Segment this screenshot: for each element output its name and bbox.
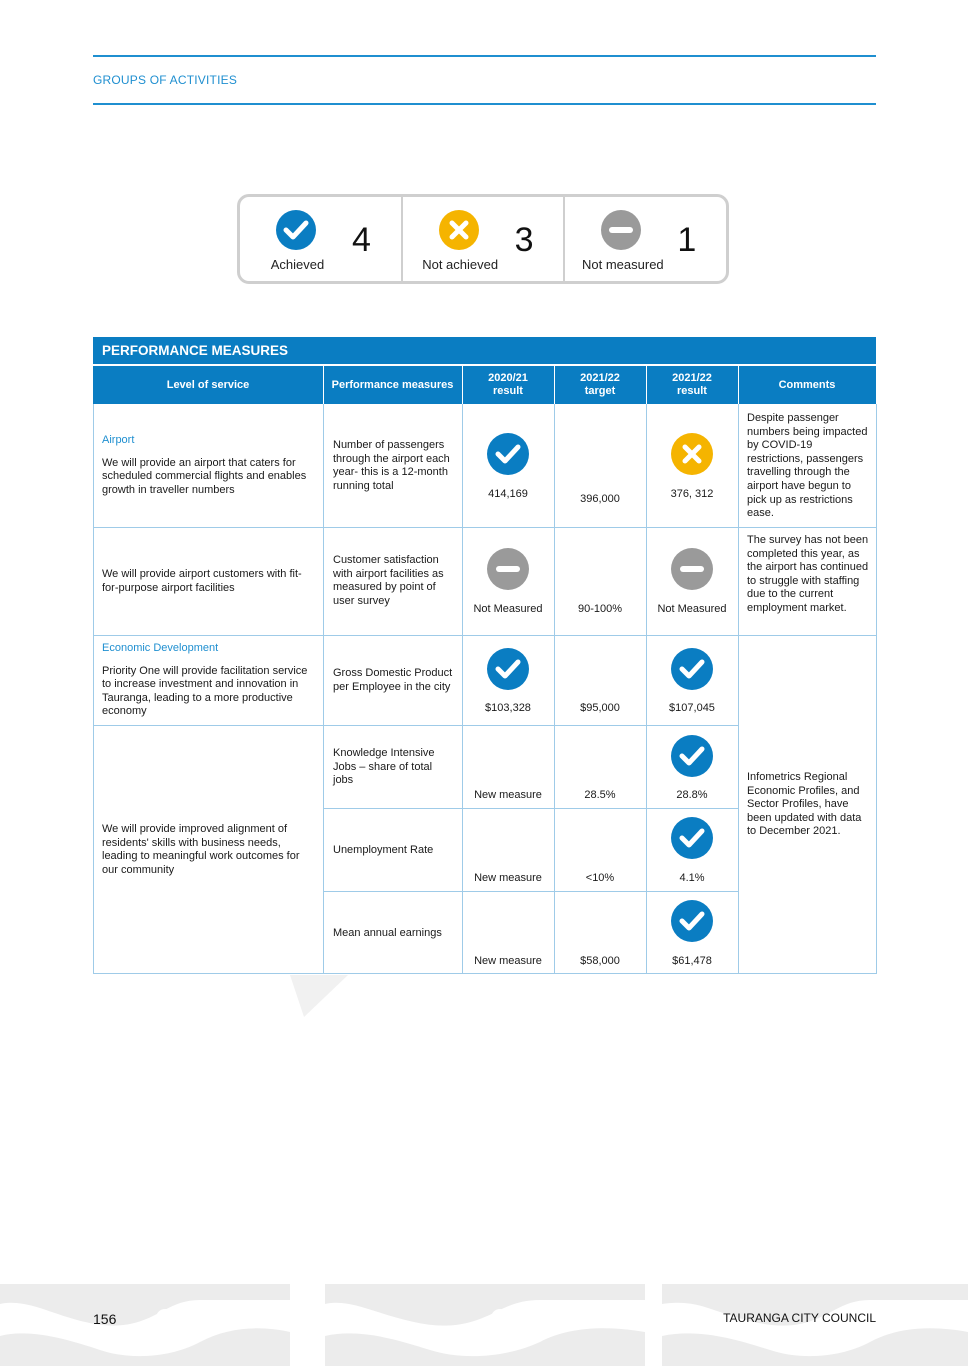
header-comments: Comments — [738, 366, 876, 404]
results-summary — [237, 194, 729, 284]
gdp-2021-22-result: $107,045 — [669, 702, 715, 714]
page-number: 156 — [93, 1311, 117, 1327]
minus-circle-icon — [671, 548, 713, 590]
category-airport: Airport — [102, 434, 135, 446]
level-of-service-alignment: We will provide improved alignment of residents' skills with business needs, leading to meaningful work outcomes for our community — [102, 823, 300, 876]
section-label: GROUPS OF ACTIVITIES — [93, 73, 238, 87]
airport-service-text: We will provide an airport that caters for scheduled commercial flights and enables growth in traveller numbers — [102, 456, 307, 496]
passengers-2021-22-result: 376, 312 — [670, 488, 714, 500]
check-circle-icon — [671, 735, 713, 777]
header-2020-21-result: 2020/21 result — [462, 366, 554, 404]
minus-circle-icon — [487, 548, 529, 590]
unemployment-2021-22-target: <10% — [585, 872, 615, 884]
header-2021-22-result: 2021/22 result — [646, 366, 738, 404]
check-circle-icon — [671, 817, 713, 859]
watermark-chevron-shape — [284, 975, 354, 1019]
earnings-2021-22-target: $58,000 — [580, 955, 620, 967]
measure-customer-satisfaction: Customer satisfaction with airport facilities as measured by point of user survey — [333, 554, 444, 607]
not-achieved-label: Not achieved — [422, 257, 499, 272]
earnings-2021-22-result: $61,478 — [672, 955, 712, 967]
measure-mean-annual-earnings: Mean annual earnings — [333, 927, 442, 939]
passengers-2021-22-target: 396,000 — [580, 493, 620, 505]
check-circle-icon — [276, 210, 316, 250]
kij-2021-22-result: 28.8% — [676, 789, 708, 801]
gdp-2021-22-target: $95,000 — [580, 702, 620, 714]
header-performance-measures: Performance measures — [323, 366, 462, 404]
organisation-name: TAURANGA CITY COUNCIL — [723, 1311, 876, 1325]
header-2021-22-target: 2021/22 target — [554, 366, 646, 404]
kij-2021-22-target: 28.5% — [584, 789, 616, 801]
earnings-2020-21-result: New measure — [474, 955, 542, 967]
check-circle-icon — [671, 900, 713, 942]
level-of-service-airport — [102, 434, 314, 497]
measure-passengers: Number of passengers through the airport each year- this is a 12-month running total — [333, 439, 450, 492]
check-circle-icon — [487, 433, 529, 475]
level-of-service-facilities: We will provide airport customers with fit-for-purpose airport facilities — [102, 568, 302, 594]
measure-unemployment-rate: Unemployment Rate — [333, 844, 434, 856]
category-economic-development: Economic Development — [102, 642, 219, 654]
comment-economic-development: Infometrics Regional Economic Profiles, and Sector Profiles, have been updated with data to December 2021. — [747, 771, 862, 838]
passengers-2020-21-result: 414,169 — [488, 488, 528, 500]
gdp-2020-21-result: $103,328 — [485, 702, 531, 714]
comment-satisfaction: The survey has not been completed this year, as the airport has continued to struggle with staffing due to the current employment market. — [747, 534, 869, 614]
measure-knowledge-intensive-jobs: Knowledge Intensive Jobs – share of total jobs — [333, 747, 435, 787]
check-circle-icon — [487, 648, 529, 690]
achieved-count: 4 — [352, 221, 371, 259]
cross-circle-icon — [671, 433, 713, 475]
table-border-right — [876, 404, 877, 974]
satisfaction-2020-21-result: Not Measured — [473, 603, 543, 615]
summary-not-achieved — [403, 197, 566, 281]
minus-circle-icon — [601, 210, 641, 250]
unemployment-2020-21-result: New measure — [474, 872, 542, 884]
not-achieved-count: 3 — [514, 221, 534, 259]
measure-gdp-per-employee: Gross Domestic Product per Employee in the city — [333, 667, 453, 693]
header-bottom-rule — [93, 103, 876, 105]
header-top-rule — [93, 55, 876, 57]
level-of-service-economic-development — [102, 642, 314, 719]
table-border-bottom — [93, 973, 877, 974]
not-measured-label: Not measured — [582, 257, 664, 272]
table-border-left — [93, 404, 94, 974]
not-measured-count: 1 — [677, 221, 697, 259]
header-level-of-service: Level of service — [93, 366, 323, 404]
economic-development-service-text: Priority One will provide facilitation service to increase investment and innovation in Tauranga, leading to a more productive economy — [102, 664, 308, 718]
cross-circle-icon — [439, 210, 479, 250]
table-title: PERFORMANCE MEASURES — [93, 337, 876, 364]
satisfaction-2021-22-target: 90-100% — [577, 603, 623, 615]
kij-2020-21-result: New measure — [474, 789, 542, 801]
unemployment-2021-22-result: 4.1% — [679, 872, 705, 884]
summary-not-measured — [565, 197, 726, 281]
satisfaction-2021-22-result: Not Measured — [657, 603, 727, 615]
summary-achieved — [240, 197, 403, 281]
comment-passengers: Despite passenger numbers being impacted by COVID-19 restrictions, passengers travelling through the airport have begun to pick up as restrictions ease. — [747, 412, 868, 520]
achieved-label: Achieved — [270, 257, 325, 272]
check-circle-icon — [671, 648, 713, 690]
